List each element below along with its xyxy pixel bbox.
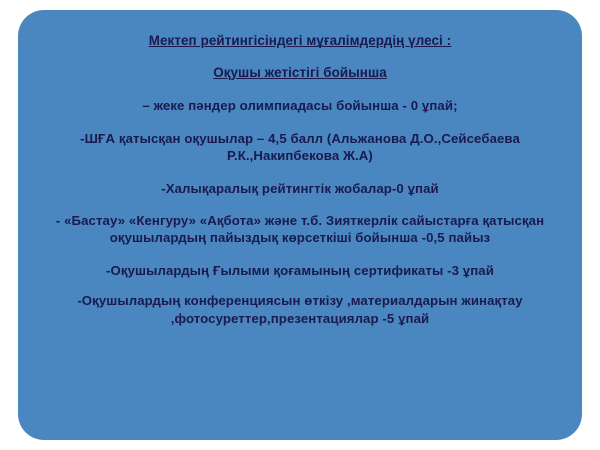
slide-title — [44, 32, 556, 50]
slide-body-line-3: -Халықаралық рейтингтік жобалар-0 ұпай — [161, 180, 439, 196]
slide-body-line-1: – жеке пәндер олимпиадасы бойынша - 0 ұпай; — [142, 98, 458, 114]
slide-body-line-2: -ШҒА қатысқан оқушылар – 4,5 балл (Альжанова Д.О.,Сейсебаева Р.К.,Накипбекова Ж.А) — [80, 130, 520, 164]
slide-panel — [18, 10, 582, 440]
slide-body-line-4: - «Бастау» «Кенгуру» «Ақбота» және т.б. Зияткерлік сайыстарға қатысқан оқушылардың пайыздық көрсеткіші бойынша -0,5 пайыз — [55, 213, 545, 246]
slide-body-line-6: -Оқушылардың конференциясын өткізу ,материалдарын жинақтау ,фотосуреттер,презентациялар -5 ұпай — [77, 293, 523, 326]
slide-title-text: Мектеп рейтингісіндегі мұғалімдердің үлесі : — [148, 33, 452, 48]
slide-subtitle — [44, 64, 556, 82]
slide-subtitle-text: Оқушы жетістігі бойынша — [213, 64, 387, 80]
slide-body-line-5: -Оқушылардың Ғылыми қоғамының сертификаты -3 ұпай — [106, 262, 494, 278]
